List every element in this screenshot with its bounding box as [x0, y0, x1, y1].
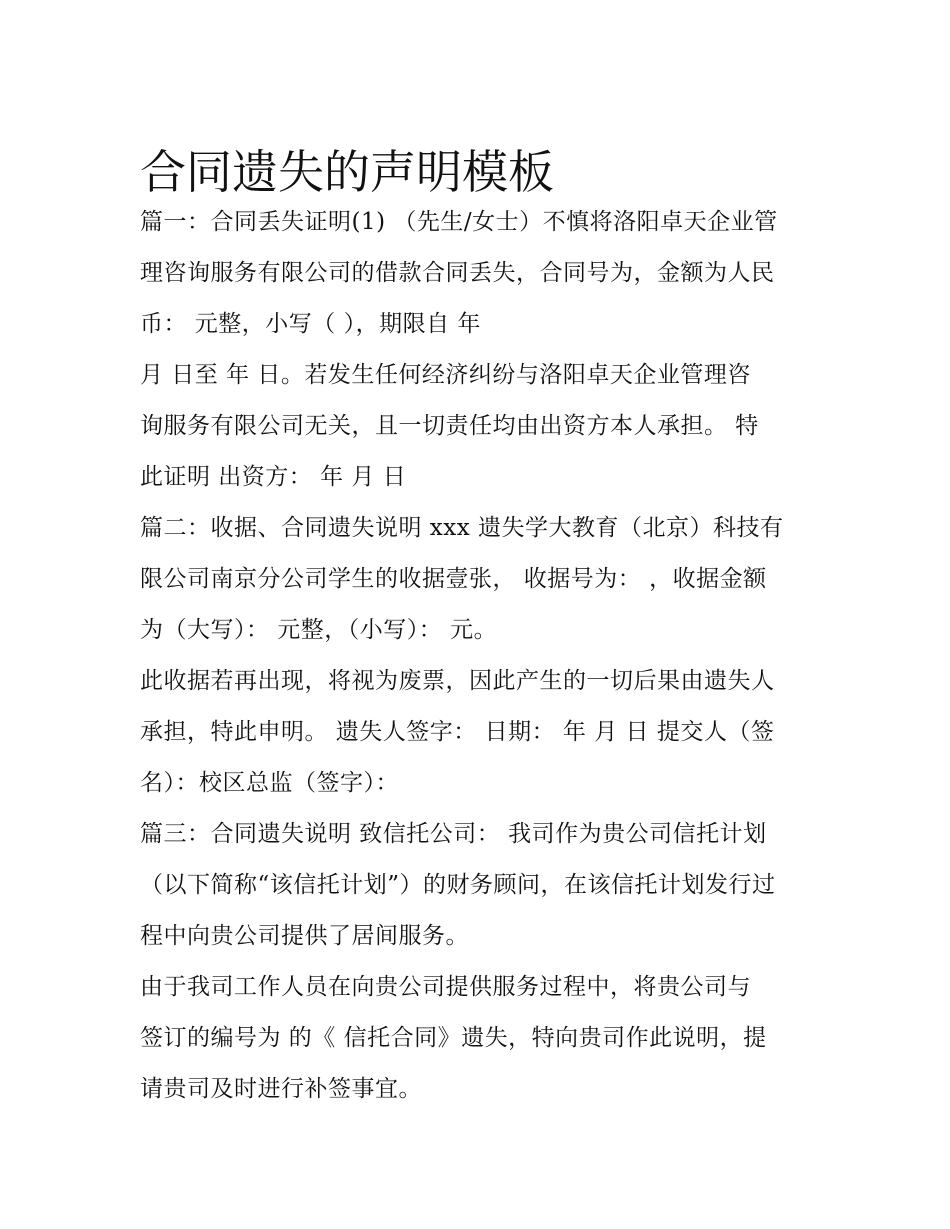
text-line: 请贵司及时进行补签事宜。: [140, 1076, 422, 1102]
text-line: 程中向贵公司提供了居间服务。: [140, 923, 469, 949]
text-line: 为（大写）： 元整，（小写）： 元。: [140, 617, 498, 643]
text-line: 签订的编号为 的《 信托合同》遗失，特向贵司作此说明，提: [140, 1025, 767, 1051]
text-line: 由于我司工作人员在向贵公司提供服务过程中，将贵公司与: [140, 974, 751, 1000]
text-line: 此证明 出资方： 年 月 日: [140, 464, 407, 490]
text-line: 币： 元整，小写（ ），期限自 年: [140, 311, 481, 337]
text-line: 理咨询服务有限公司的借款合同丢失，合同号为，金额为人民: [140, 260, 775, 286]
text-line: 篇一：合同丢失证明(1) （先生/女士）不慎将洛阳卓天企业管: [140, 209, 778, 235]
text-line: 篇二：收据、合同遗失说明 xxx 遗失学大教育（北京）科技有: [140, 515, 784, 541]
text-line: （以下简称“该信托计划”）的财务顾问，在该信托计划发行过: [140, 872, 776, 898]
text-line: 月 日至 年 日。若发生任何经济纠纷与洛阳卓天企业管理咨: [140, 362, 751, 388]
text-line: 此收据若再出现，将视为废票，因此产生的一切后果由遗失人: [140, 668, 775, 694]
text-line: 篇三：合同遗失说明 致信托公司： 我司作为贵公司信托计划: [140, 821, 767, 847]
document-title: 合同遗失的声明模板: [140, 144, 554, 199]
text-line: 承担，特此申明。 遗失人签字： 日期： 年 月 日 提交人（签: [140, 719, 775, 745]
text-line: 询服务有限公司无关，且一切责任均由出资方本人承担。 特: [140, 413, 759, 439]
text-line: 名）：校区总监（签字）：: [140, 770, 399, 796]
text-line: 限公司南京分公司学生的收据壹张， 收据号为： ，收据金额: [140, 566, 767, 592]
